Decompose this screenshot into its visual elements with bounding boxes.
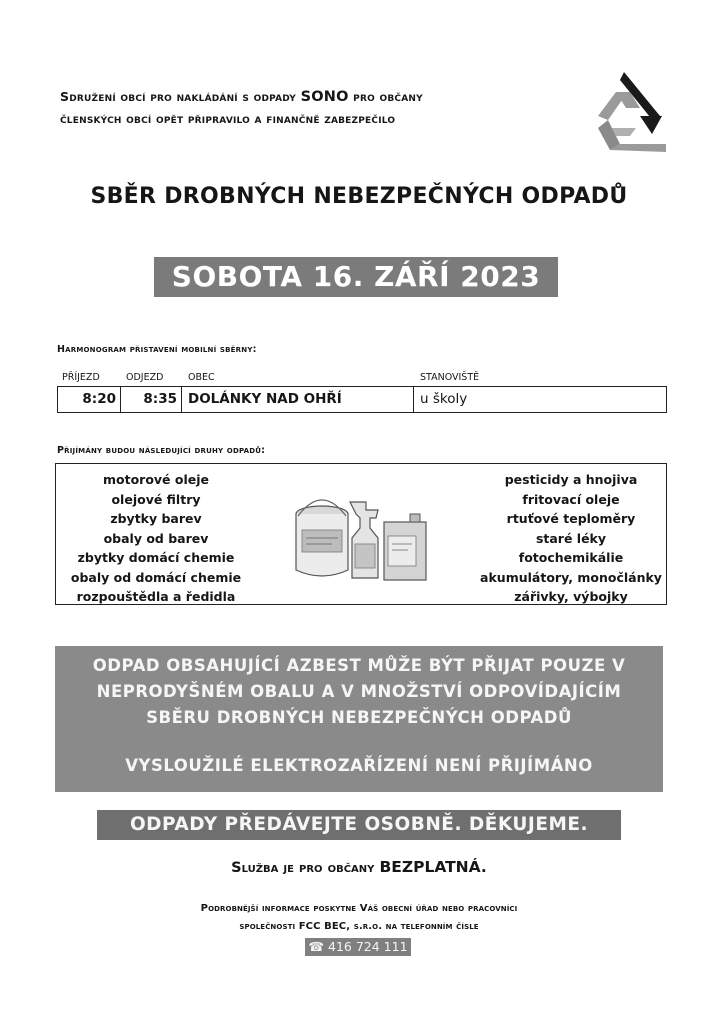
list-item: zářivky, výbojky <box>514 589 628 604</box>
sono-logo <box>580 72 670 162</box>
list-item: rozpouštědla a ředidla <box>76 589 236 604</box>
collection-site: u školy <box>420 391 468 407</box>
info-line-1: Podrobnější informace poskytne Váš obecní úřad nebo pracovníci <box>200 903 518 914</box>
chemical-containers-illustration <box>292 474 432 586</box>
list-item: pesticidy a hnojiva <box>504 472 638 487</box>
intro-line-2: členských obcí opět připravilo a finančně zabezpečilo <box>60 111 396 126</box>
warning-line-4: VYSLOUŽILÉ ELEKTROZAŘÍZENÍ NENÍ PŘIJÍMÁNO <box>125 756 593 775</box>
header-arrival: PŘÍJEZD <box>62 372 100 383</box>
waste-types-label: Přijímány budou následující druhy odpadů: <box>57 445 266 456</box>
free-emphasis: BEZPLATNÁ. <box>379 858 487 876</box>
waste-list-right <box>476 470 666 607</box>
waste-list-left <box>56 470 256 607</box>
list-item: fritovací oleje <box>522 491 620 507</box>
event-date: SOBOTA 16. ZÁŘÍ 2023 <box>154 257 558 297</box>
list-item: akumulátory, monočlánky <box>480 569 662 585</box>
arrival-time: 8:20 <box>58 387 121 412</box>
warning-line-3: SBĚRU DROBNÝCH NEBEZPEČNÝCH ODPADŮ <box>146 708 572 727</box>
header-municipality: OBEC <box>188 372 215 383</box>
list-item: obaly od domácí chemie <box>70 569 242 585</box>
free-service-note: Služba je pro občany BEZPLATNÁ. <box>231 858 487 876</box>
list-item: olejové filtry <box>111 491 201 507</box>
schedule-table <box>57 386 667 413</box>
warning-line-1: ODPAD OBSAHUJÍCÍ AZBEST MŮŽE BÝT PŘIJAT POUZE V <box>92 656 626 675</box>
municipality-name: DOLÁNKY NAD OHŘÍ <box>182 387 414 412</box>
departure-time: 8:35 <box>121 387 182 412</box>
info-line-2: společnosti FCC BEC, s.r.o. na telefonním čísle <box>239 921 479 932</box>
list-item: zbytky domácí chemie <box>77 550 235 565</box>
waste-types-box <box>55 463 667 605</box>
list-item: staré léky <box>535 530 607 546</box>
intro-line-1: Sdružení obcí pro nakládání s odpady SONO pro občany <box>60 89 423 105</box>
page-title: SBĚR DROBNÝCH NEBEZPEČNÝCH ODPADŮ <box>90 184 628 209</box>
phone-icon: ☎ <box>308 939 325 954</box>
warning-line-2: NEPRODYŠNÉM OBALU A V MNOŽSTVÍ ODPOVÍDAJÍCÍM <box>96 682 622 701</box>
header-departure: ODJEZD <box>126 372 164 383</box>
list-item: rtuťové teploměry <box>506 511 636 526</box>
list-item: obaly od barev <box>103 530 209 546</box>
list-item: zbytky barev <box>110 511 202 526</box>
list-item: motorové oleje <box>102 472 210 487</box>
header-site: STANOVIŠTĚ <box>420 372 480 383</box>
closing-note: ODPADY PŘEDÁVEJTE OSOBNĚ. DĚKUJEME. <box>97 810 621 840</box>
asbestos-warning <box>55 646 663 792</box>
schedule-label: Harmonogram přistavení mobilní sběrny: <box>57 344 257 355</box>
contact-info <box>0 900 718 936</box>
phone-number[interactable]: ☎ 416 724 111 <box>305 938 411 956</box>
intro-text <box>60 86 580 129</box>
sono-brand: SONO <box>300 89 349 105</box>
list-item: fotochemikálie <box>518 550 624 565</box>
